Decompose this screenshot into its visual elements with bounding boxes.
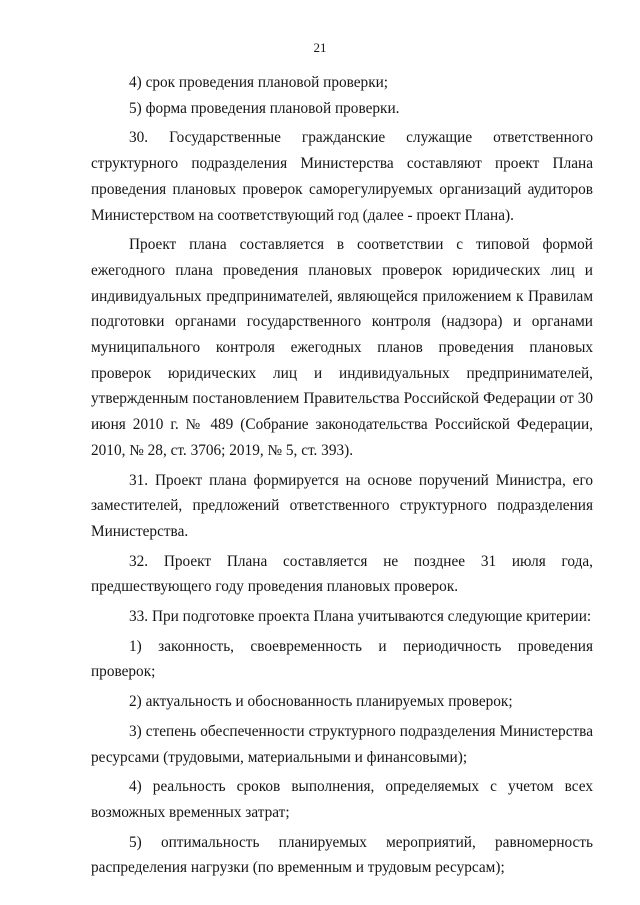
paragraph-item-4-term: 4) срок проведения плановой проверки; xyxy=(129,74,389,91)
criterion-2: 2) актуальность и обоснованность планируемых проверок; xyxy=(129,693,513,711)
paragraph-30: 30. Государственные гражданские служащие ответственного структурного подразделения Министерства составляют проект Плана проведения плановых проверок саморегулируемых организаций аудиторов Министерством на соответствующий год (далее - проект Плана). xyxy=(91,129,593,224)
paragraph-33: 33. При подготовке проекта Плана учитываются следующие критерии: xyxy=(129,608,592,626)
criterion-5: 5) оптимальность планируемых мероприятий, равномерность распределения нагрузки (по временным и трудовым ресурсам); xyxy=(91,833,593,877)
criterion-3: 3) степень обеспеченности структурного подразделения Министерства ресурсами (трудовыми, материальными и финансовыми); xyxy=(91,722,593,766)
paragraph-32: 32. Проект Плана составляется не позднее 31 июля года, предшествующего году проведения плановых проверок. xyxy=(91,552,593,596)
page-number: 21 xyxy=(313,40,327,55)
paragraph-31: 31. Проект плана формируется на основе поручений Министра, его заместителей, предложений ответственного структурного подразделения Министерства. xyxy=(91,471,593,540)
document-body xyxy=(91,70,593,881)
criterion-1: 1) законность, своевременность и периодичность проведения проверок; xyxy=(91,637,593,681)
criterion-4: 4) реальность сроков выполнения, определяемых с учетом всех возможных временных затрат; xyxy=(91,778,593,821)
paragraph-plan-form: Проект плана составляется в соответствии с типовой формой ежегодного плана проведения плановых проверок юридических лиц и индивидуальных предпринимателей, являющейся приложением к Правилам подготовки органами государственного контроля (надзора) и органами муниципального контроля ежегодных планов проведения плановых проверок юридических лиц и индивидуальных предпринимателей, утвержденным постановлением Правительства Российской Федерации от 30 июня 2010 г. № 489 (Собрание законодательства Российской Федерации, 2010, № 28, ст. 3706; 2019, № 5, ст. 393). xyxy=(91,236,593,459)
paragraph-item-5-form: 5) форма проведения плановой проверки. xyxy=(129,99,400,117)
